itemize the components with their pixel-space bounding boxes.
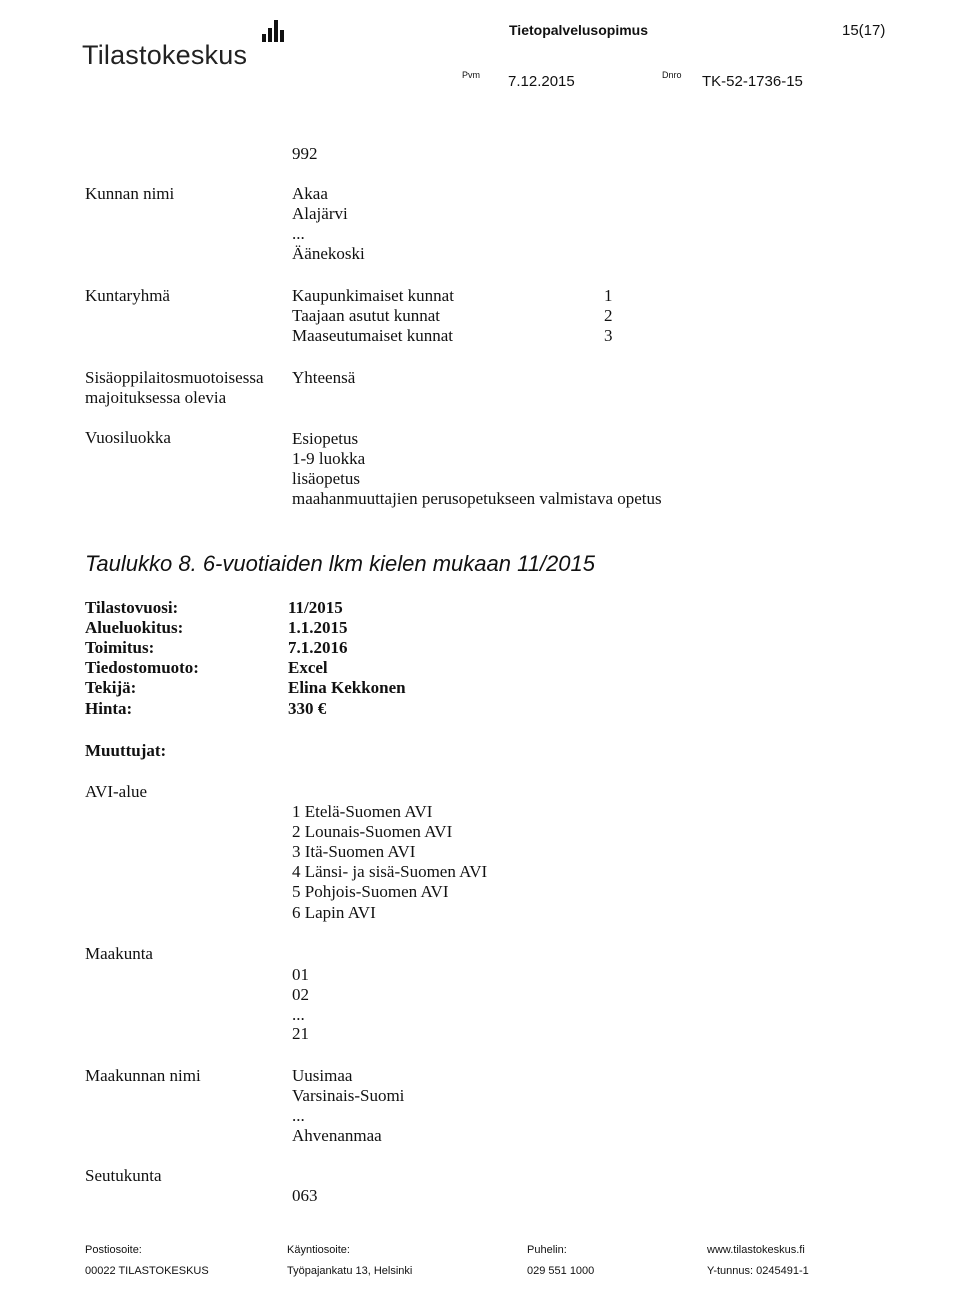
list-item: ... <box>292 1106 305 1125</box>
list-item: maahanmuuttajien perusopetukseen valmistava opetus <box>292 489 662 508</box>
footer-postal-label: Postiosoite: <box>85 1244 142 1256</box>
footer-visit <box>287 1240 412 1282</box>
sisaoppilaitos-label-line2: majoituksessa olevia <box>85 388 227 407</box>
meta-label: Tilastovuosi: <box>85 598 179 617</box>
list-item: Yhteensä <box>292 368 356 387</box>
sisaoppilaitos-label: Sisäoppilaitosmuotoisessa <box>85 368 264 387</box>
maakunnan-nimi-label: Maakunnan nimi <box>85 1066 201 1085</box>
list-item: lisäopetus <box>292 469 360 488</box>
document-title: Tietopalvelusopimus <box>509 22 648 38</box>
code-992: 992 <box>292 144 318 163</box>
footer-company <box>707 1240 809 1282</box>
footer-postal-value: 00022 TILASTOKESKUS <box>85 1265 209 1277</box>
meta-value: 330 € <box>288 699 327 718</box>
footer-phone <box>527 1240 594 1282</box>
page-number: 15(17) <box>842 22 886 39</box>
list-item: Kaupunkimaiset kunnat <box>292 286 454 305</box>
footer-phone-value: 029 551 1000 <box>527 1265 595 1277</box>
meta-value: 7.1.2016 <box>288 638 348 657</box>
meta-label: Alueluokitus: <box>85 618 184 637</box>
list-item: Esiopetus <box>292 429 359 448</box>
list-item: 21 <box>292 1024 309 1043</box>
footer-web-link[interactable]: www.tilastokeskus.fi <box>707 1244 805 1256</box>
list-item: Varsinais-Suomi <box>292 1086 405 1105</box>
reference-label: Dnro <box>662 70 682 80</box>
list-item-code: 3 <box>604 326 613 345</box>
list-item: 02 <box>292 985 309 1004</box>
table-title: Taulukko 8. 6-vuotiaiden lkm kielen mukaan 11/2015 <box>85 551 595 576</box>
list-item-code: 1 <box>604 286 613 305</box>
list-item: 5 Pohjois-Suomen AVI <box>292 882 449 901</box>
list-item: ... <box>292 1005 305 1024</box>
list-item: Ahvenanmaa <box>292 1126 382 1145</box>
date-label: Pvm <box>462 70 480 80</box>
list-item: 063 <box>292 1186 318 1205</box>
list-item: Alajärvi <box>292 204 348 223</box>
list-item: 6 Lapin AVI <box>292 903 376 922</box>
muuttujat-heading: Muuttujat: <box>85 741 167 760</box>
reference-value: TK-52-1736-15 <box>702 73 803 90</box>
footer-visit-value: Työpajankatu 13, Helsinki <box>287 1265 413 1277</box>
list-item: 1 Etelä-Suomen AVI <box>292 802 433 821</box>
footer-postal <box>85 1240 209 1282</box>
vuosiluokka-label: Vuosiluokka <box>85 428 171 447</box>
footer-phone-label: Puhelin: <box>527 1244 567 1256</box>
footer-business-id: Y-tunnus: 0245491-1 <box>707 1265 809 1277</box>
list-item: ... <box>292 224 305 243</box>
logo-bars-icon <box>262 18 292 42</box>
meta-value: Excel <box>288 658 328 677</box>
list-item: 2 Lounais-Suomen AVI <box>292 822 453 841</box>
date-value: 7.12.2015 <box>508 73 575 90</box>
list-item: Akaa <box>292 184 328 203</box>
logo-text: Tilastokeskus <box>82 40 248 70</box>
meta-label: Hinta: <box>85 699 133 718</box>
list-item: 3 Itä-Suomen AVI <box>292 842 416 861</box>
meta-value: Elina Kekkonen <box>288 678 406 697</box>
list-item: Uusimaa <box>292 1066 353 1085</box>
list-item: Maaseutumaiset kunnat <box>292 326 453 345</box>
meta-label: Tekijä: <box>85 678 137 697</box>
avi-label: AVI-alue <box>85 782 147 801</box>
list-item-code: 2 <box>604 306 613 325</box>
seutukunta-label: Seutukunta <box>85 1166 162 1185</box>
list-item: 1-9 luokka <box>292 449 366 468</box>
kunnan-nimi-label: Kunnan nimi <box>85 184 175 203</box>
meta-label: Toimitus: <box>85 638 155 657</box>
list-item: 01 <box>292 965 309 984</box>
list-item: Äänekoski <box>292 244 365 263</box>
list-item: 4 Länsi- ja sisä-Suomen AVI <box>292 862 488 881</box>
meta-value: 1.1.2015 <box>288 618 348 637</box>
maakunta-label: Maakunta <box>85 944 153 963</box>
meta-value: 11/2015 <box>288 598 343 617</box>
meta-label: Tiedostomuoto: <box>85 658 199 677</box>
footer-visit-label: Käyntiosoite: <box>287 1244 350 1256</box>
kuntaryhma-label: Kuntaryhmä <box>85 286 170 305</box>
list-item: Taajaan asutut kunnat <box>292 306 440 325</box>
